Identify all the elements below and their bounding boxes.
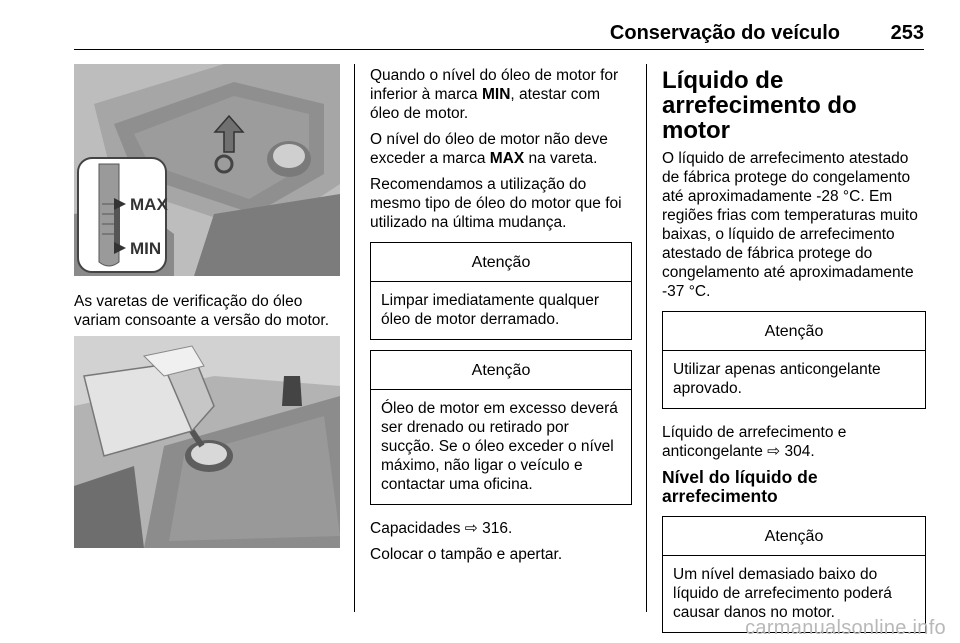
figure-caption: As varetas de verificação do óleo variam consoante a versão do motor. bbox=[74, 293, 330, 329]
warning-title: Atenção bbox=[663, 312, 925, 351]
warning-body: Um nível demasiado baixo do líquido de arrefecimento poderá causar danos no motor. bbox=[673, 566, 892, 621]
column-divider-right bbox=[646, 64, 647, 612]
text-fragment: Quando o nível do óleo de motor for inferior à marca bbox=[370, 67, 619, 103]
warning-title: Atenção bbox=[663, 517, 925, 556]
warning-title: Atenção bbox=[371, 243, 631, 282]
oil-filling-illustration bbox=[74, 336, 340, 548]
oil-type-paragraph: Recomendamos a utilização do mesmo tipo de óleo do motor que foi utilizado na última mudança. bbox=[370, 176, 622, 231]
warning-box-antifreeze bbox=[662, 311, 926, 409]
right-column bbox=[662, 68, 926, 643]
column-divider-left bbox=[354, 64, 355, 612]
header-rule bbox=[74, 49, 924, 50]
max-mark-text: MAX bbox=[489, 150, 525, 167]
coolant-paragraph: O líquido de arrefecimento atestado de fábrica protege do congelamento até aproximadamente -28 °C. Em regiões frias com temperaturas muito baixas, o líquido de arrefecimento atestado de fábrica protege do congelamento até aproximadamente -37 °C. bbox=[662, 150, 918, 300]
warning-box-low-coolant bbox=[662, 516, 926, 633]
text-fragment: Líquido de arrefecimento e anticongelante bbox=[662, 424, 847, 460]
engine-dipstick-illustration bbox=[74, 64, 340, 276]
page-reference[interactable]: 304. bbox=[784, 443, 815, 460]
oil-filling-figure bbox=[74, 336, 340, 548]
left-column-caption bbox=[74, 292, 344, 337]
warning-body: Óleo de motor em excesso deverá ser drenado ou retirado por sucção. Se o óleo exceder o nível máximo, não ligar o veículo e contactar uma oficina. bbox=[381, 400, 618, 493]
min-label: MIN bbox=[130, 239, 162, 258]
min-mark-text: MIN bbox=[481, 86, 511, 103]
warning-body: Limpar imediatamente qualquer óleo de motor derramado. bbox=[381, 292, 599, 328]
text-fragment: , atestar com óleo de motor. bbox=[370, 86, 600, 122]
page-reference[interactable]: 316. bbox=[482, 520, 513, 537]
capacities-reference bbox=[370, 519, 632, 538]
coolant-heading: Líquido de arrefecimento do motor bbox=[662, 67, 857, 144]
text-fragment: Capacidades bbox=[370, 520, 465, 537]
max-label: MAX bbox=[130, 195, 168, 214]
text-fragment: O nível do óleo de motor não deve exceder a marca bbox=[370, 131, 608, 167]
watermark: carmanualsonline.info bbox=[745, 617, 946, 639]
warning-body: Utilizar apenas anticongelante aprovado. bbox=[673, 361, 881, 397]
warning-box-excess-oil bbox=[370, 350, 632, 505]
coolant-level-subheading: Nível do líquido de arrefecimento bbox=[662, 467, 818, 506]
warning-title: Atenção bbox=[371, 351, 631, 390]
antifreeze-reference bbox=[662, 423, 926, 461]
page-ref-arrow-icon: ⇨ bbox=[464, 520, 478, 537]
oil-max-paragraph bbox=[370, 130, 632, 168]
page-number: 253 bbox=[890, 22, 924, 44]
close-cap-paragraph: Colocar o tampão e apertar. bbox=[370, 546, 563, 563]
warning-box-spill bbox=[370, 242, 632, 340]
text-fragment: na vareta. bbox=[524, 150, 598, 167]
oil-min-paragraph bbox=[370, 66, 632, 123]
middle-column bbox=[370, 66, 632, 571]
dipstick-figure bbox=[74, 64, 340, 276]
page-header-title: Conservação do veículo bbox=[609, 22, 840, 44]
page-ref-arrow-icon: ⇨ bbox=[767, 443, 781, 460]
